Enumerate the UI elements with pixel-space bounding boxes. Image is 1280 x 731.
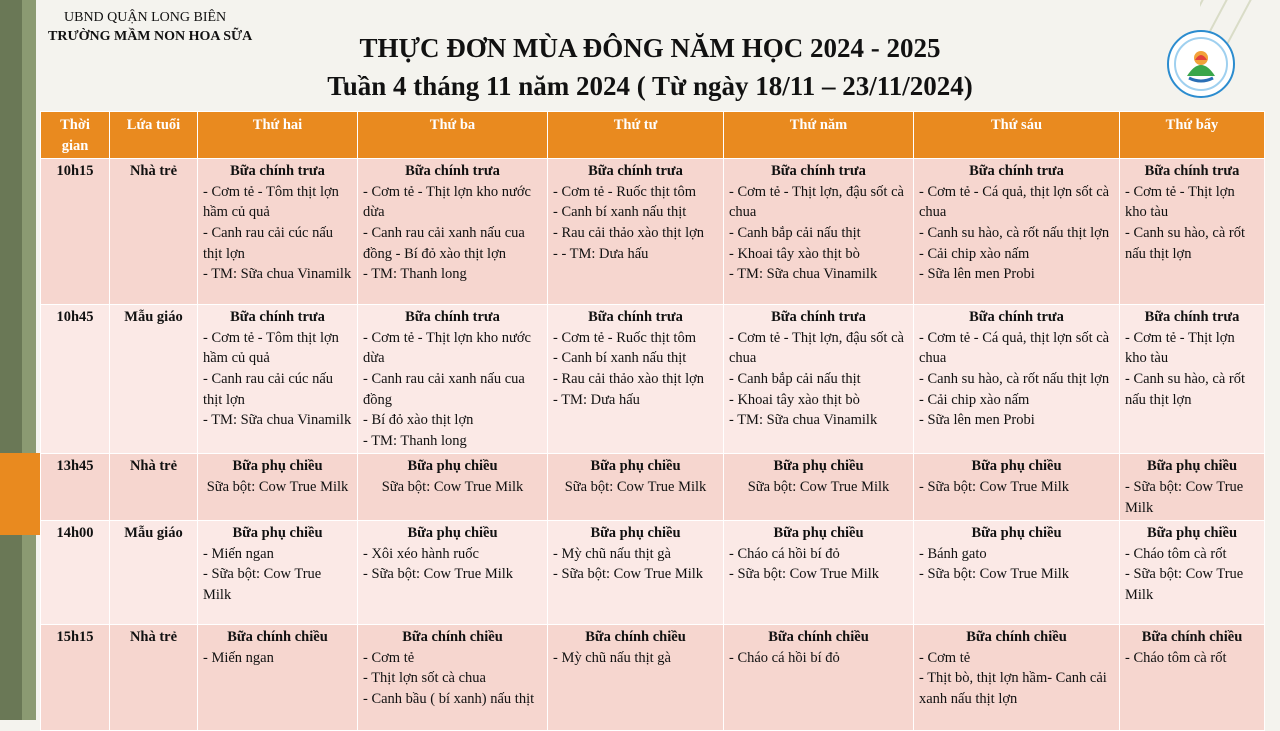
table-row	[41, 521, 1265, 625]
meal-title: Bữa phụ chiều	[971, 525, 1062, 542]
dish-item: - Bánh gato	[919, 545, 987, 562]
meal-title: Bữa chính chiều	[966, 629, 1067, 646]
meal-cell	[198, 625, 358, 731]
dish-item: - Canh bắp cải nấu thịt	[729, 370, 861, 387]
dish-item: - Sữa bột: Cow True Milk	[203, 566, 322, 603]
dish-item: - TM: Sữa chua Vinamilk	[203, 412, 352, 429]
age-cell: Nhà trẻ	[110, 159, 198, 305]
dish-item: - Cơm tẻ - Tôm thịt lợn hầm củ quả	[203, 183, 339, 221]
meal-cell	[548, 305, 724, 454]
meal-title: Bữa chính chiều	[768, 629, 869, 646]
column-header: Thứ năm	[724, 112, 914, 159]
meal-cell	[724, 625, 914, 731]
time-cell: 10h45	[41, 305, 110, 454]
meal-title: Bữa chính chiều	[1141, 629, 1243, 646]
page-title: THỰC ĐƠN MÙA ĐÔNG NĂM HỌC 2024 - 2025	[359, 33, 941, 63]
dish-item: - Cơm tẻ - Tôm thịt lợn hầm củ quả	[203, 329, 339, 367]
dish-item: - Cơm tẻ - Thịt lợn kho tàu	[1125, 329, 1235, 367]
dish-item: - Mỳ chũ nấu thịt gà	[553, 649, 671, 666]
dish-item: - TM: Sữa chua Vinamilk	[729, 412, 878, 429]
dish-item: - Cơm tẻ - Thịt lợn kho nước dừa	[363, 329, 531, 367]
meal-cell	[548, 159, 724, 305]
table-row	[41, 159, 1265, 305]
school-header	[48, 8, 252, 46]
dish-item: - Cơm tẻ	[919, 649, 971, 666]
dish-item: - Thịt lợn sốt cà chua	[363, 670, 486, 687]
meal-title: Bữa phụ chiều	[232, 525, 323, 542]
time-cell: 15h15	[41, 625, 110, 731]
table-row	[41, 454, 1265, 521]
dish-item: - Canh bí xanh nấu thịt	[553, 350, 687, 367]
dish-item: - Canh su hào, cà rốt nấu thịt lợn	[1125, 224, 1245, 262]
dish-item: - Sữa bột: Cow True Milk	[1125, 566, 1244, 603]
meal-cell	[358, 159, 548, 305]
meal-cell	[724, 454, 914, 521]
column-header: Thời gian	[41, 112, 110, 159]
dish-item: - Rau cải thảo xào thịt lợn	[553, 370, 705, 387]
meal-title: Bữa phụ chiều	[407, 525, 498, 542]
meal-cell	[548, 454, 724, 521]
dish-item: - Canh su hào, cà rốt nấu thịt lợn	[1125, 370, 1245, 408]
dish-item: - Cải chip xào nấm	[919, 391, 1030, 408]
dish-item: - Miến ngan	[203, 545, 274, 562]
dish-item: - Canh bí xanh nấu thịt	[553, 204, 687, 221]
meal-cell	[1120, 625, 1265, 731]
meal-title: Bữa chính trưa	[771, 309, 866, 326]
meal-title: Bữa phụ chiều	[407, 458, 498, 475]
table-row	[41, 305, 1265, 454]
meal-cell	[724, 305, 914, 454]
meal-title: Bữa phụ chiều	[590, 525, 681, 542]
dish-item: - Cháo cá hồi bí đỏ	[729, 545, 840, 562]
dish-item: - TM: Dưa hấu	[553, 391, 640, 408]
district-name: UBND QUẬN LONG BIÊN	[64, 10, 227, 25]
time-cell: 10h15	[41, 159, 110, 305]
dish-item: - Cơm tẻ - Cá quả, thịt lợn sốt cà chua	[919, 329, 1110, 367]
meal-title: Bữa chính trưa	[588, 163, 683, 180]
time-cell: 13h45	[41, 454, 110, 521]
meal-title: Bữa phụ chiều	[232, 458, 323, 475]
dish-item: - Cơm tẻ - Thịt lợn, đậu sốt cà chua	[729, 329, 904, 367]
dish-item: - Canh su hào, cà rốt nấu thịt lợn	[919, 224, 1110, 241]
dish-item: Sữa bột: Cow True Milk	[564, 478, 707, 495]
meal-title: Bữa chính trưa	[405, 163, 500, 180]
column-header: Thứ ba	[358, 112, 548, 159]
meal-cell	[548, 521, 724, 625]
dish-item: Sữa bột: Cow True Milk	[206, 478, 349, 495]
menu-table	[40, 111, 1265, 731]
dish-item: - TM: Thanh long	[363, 432, 467, 449]
column-header: Thứ sáu	[914, 112, 1120, 159]
table-body	[41, 159, 1265, 731]
dish-item: - Cơm tẻ - Thịt lợn kho nước dừa	[363, 183, 531, 221]
meal-title: Bữa chính trưa	[405, 309, 500, 326]
dish-item: - Canh su hào, cà rốt nấu thịt lợn	[919, 370, 1110, 387]
meal-title: Bữa phụ chiều	[590, 458, 681, 475]
meal-title: Bữa phụ chiều	[773, 525, 864, 542]
meal-title: Bữa phụ chiều	[1146, 458, 1238, 475]
orange-decor-block	[0, 453, 40, 535]
meal-cell	[1120, 305, 1265, 454]
meal-title: Bữa chính trưa	[1144, 309, 1240, 326]
meal-title: Bữa chính trưa	[230, 309, 325, 326]
dish-item: - Cháo tôm cà rốt	[1125, 649, 1227, 666]
meal-cell	[198, 305, 358, 454]
meal-cell	[724, 159, 914, 305]
dish-item: - Cơm tẻ	[363, 649, 415, 666]
column-header: Thứ hai	[198, 112, 358, 159]
dish-item: - Sữa bột: Cow True Milk	[363, 566, 514, 583]
meal-cell	[198, 159, 358, 305]
table-header-row	[41, 112, 1265, 159]
meal-title: Bữa chính chiều	[402, 629, 503, 646]
meal-cell	[914, 625, 1120, 731]
meal-cell	[358, 625, 548, 731]
meal-cell	[1120, 454, 1265, 521]
dish-item: Sữa bột: Cow True Milk	[747, 478, 890, 495]
dish-item: - Sữa lên men Probi	[919, 412, 1035, 429]
meal-cell	[1120, 521, 1265, 625]
age-cell: Mẫu giáo	[110, 305, 198, 454]
dish-item: - - TM: Dưa hấu	[553, 245, 649, 262]
dish-item: - Canh rau cải cúc nấu thịt lợn	[203, 370, 334, 408]
age-cell: Mẫu giáo	[110, 521, 198, 625]
page-subtitle: Tuần 4 tháng 11 năm 2024 ( Từ ngày 18/11 – 23/11/2024)	[327, 71, 973, 101]
dish-item: - Khoai tây xào thịt bò	[729, 245, 860, 262]
dish-item: - Bí đỏ xào thịt lợn	[363, 412, 474, 429]
dish-item: - Cháo tôm cà rốt	[1125, 545, 1227, 562]
dish-item: Sữa bột: Cow True Milk	[381, 478, 524, 495]
meal-title: Bữa chính trưa	[230, 163, 325, 180]
meal-title: Bữa chính trưa	[771, 163, 866, 180]
left-decor-band	[0, 0, 22, 720]
meal-cell	[724, 521, 914, 625]
left-decor-band-light	[22, 0, 36, 720]
table-row	[41, 625, 1265, 731]
meal-cell	[914, 305, 1120, 454]
meal-title: Bữa chính trưa	[969, 163, 1064, 180]
meal-title: Bữa phụ chiều	[773, 458, 864, 475]
dish-item: - Canh rau cải cúc nấu thịt lợn	[203, 224, 334, 262]
dish-item: - Khoai tây xào thịt bò	[729, 391, 860, 408]
time-cell: 14h00	[41, 521, 110, 625]
dish-item: - Xôi xéo hành ruốc	[363, 545, 479, 562]
dish-item: - Sữa bột: Cow True Milk	[1125, 478, 1244, 516]
dish-item: - Sữa bột: Cow True Milk	[729, 566, 880, 583]
dish-item: - Cải chip xào nấm	[919, 245, 1030, 262]
column-header: Lứa tuổi	[110, 112, 198, 159]
dish-item: - Sữa bột: Cow True Milk	[919, 478, 1070, 495]
dish-item: - Mỳ chũ nấu thịt gà	[553, 545, 671, 562]
school-name: TRƯỜNG MẦM NON HOA SỮA	[48, 29, 253, 44]
dish-item: - Cơm tẻ - Thịt lợn, đậu sốt cà chua	[729, 183, 904, 221]
meal-cell	[358, 521, 548, 625]
dish-item: - TM: Thanh long	[363, 266, 467, 283]
meal-cell	[1120, 159, 1265, 305]
meal-cell	[358, 454, 548, 521]
column-header: Thứ tư	[548, 112, 724, 159]
dish-item: - Canh rau cải xanh nấu cua đồng - Bí đỏ xào thịt lợn	[363, 224, 525, 262]
dish-item: - Miến ngan	[203, 649, 274, 666]
dish-item: - Sữa bột: Cow True Milk	[553, 566, 704, 583]
dish-item: - Cơm tẻ - Thịt lợn kho tàu	[1125, 183, 1235, 221]
meal-cell	[548, 625, 724, 731]
meal-title: Bữa chính chiều	[227, 629, 328, 646]
dish-item: - Sữa bột: Cow True Milk	[919, 566, 1070, 583]
meal-cell	[914, 521, 1120, 625]
meal-title: Bữa chính chiều	[585, 629, 686, 646]
dish-item: - Cơm tẻ - Cá quả, thịt lợn sốt cà chua	[919, 183, 1110, 221]
dish-item: - Canh rau cải xanh nấu cua đồng	[363, 370, 525, 408]
dish-item: - TM: Sữa chua Vinamilk	[729, 266, 878, 283]
dish-item: - Cơm tẻ - Ruốc thịt tôm	[553, 183, 696, 200]
dish-item: - Canh bầu ( bí xanh) nấu thịt	[363, 690, 535, 707]
age-cell: Nhà trẻ	[110, 454, 198, 521]
meal-cell	[914, 159, 1120, 305]
dish-item: - Rau cải thảo xào thịt lợn	[553, 224, 705, 241]
age-cell: Nhà trẻ	[110, 625, 198, 731]
meal-cell	[358, 305, 548, 454]
dish-item: - TM: Sữa chua Vinamilk	[203, 266, 352, 283]
meal-title: Bữa chính trưa	[588, 309, 683, 326]
meal-cell	[198, 454, 358, 521]
school-logo-icon	[1167, 30, 1235, 98]
meal-cell	[914, 454, 1120, 521]
dish-item: - Sữa lên men Probi	[919, 266, 1035, 283]
meal-cell	[198, 521, 358, 625]
dish-item: - Cơm tẻ - Ruốc thịt tôm	[553, 329, 696, 346]
meal-title: Bữa phụ chiều	[971, 458, 1062, 475]
meal-title: Bữa chính trưa	[969, 309, 1064, 326]
meal-title: Bữa phụ chiều	[1146, 525, 1238, 542]
dish-item: - Thịt bò, thịt lợn hầm- Canh cải xanh nấu thịt lợn	[919, 670, 1107, 707]
dish-item: - Cháo cá hồi bí đỏ	[729, 649, 840, 666]
dish-item: - Canh bắp cải nấu thịt	[729, 224, 861, 241]
meal-title: Bữa chính trưa	[1144, 163, 1240, 180]
column-header: Thứ bẩy	[1120, 112, 1265, 159]
